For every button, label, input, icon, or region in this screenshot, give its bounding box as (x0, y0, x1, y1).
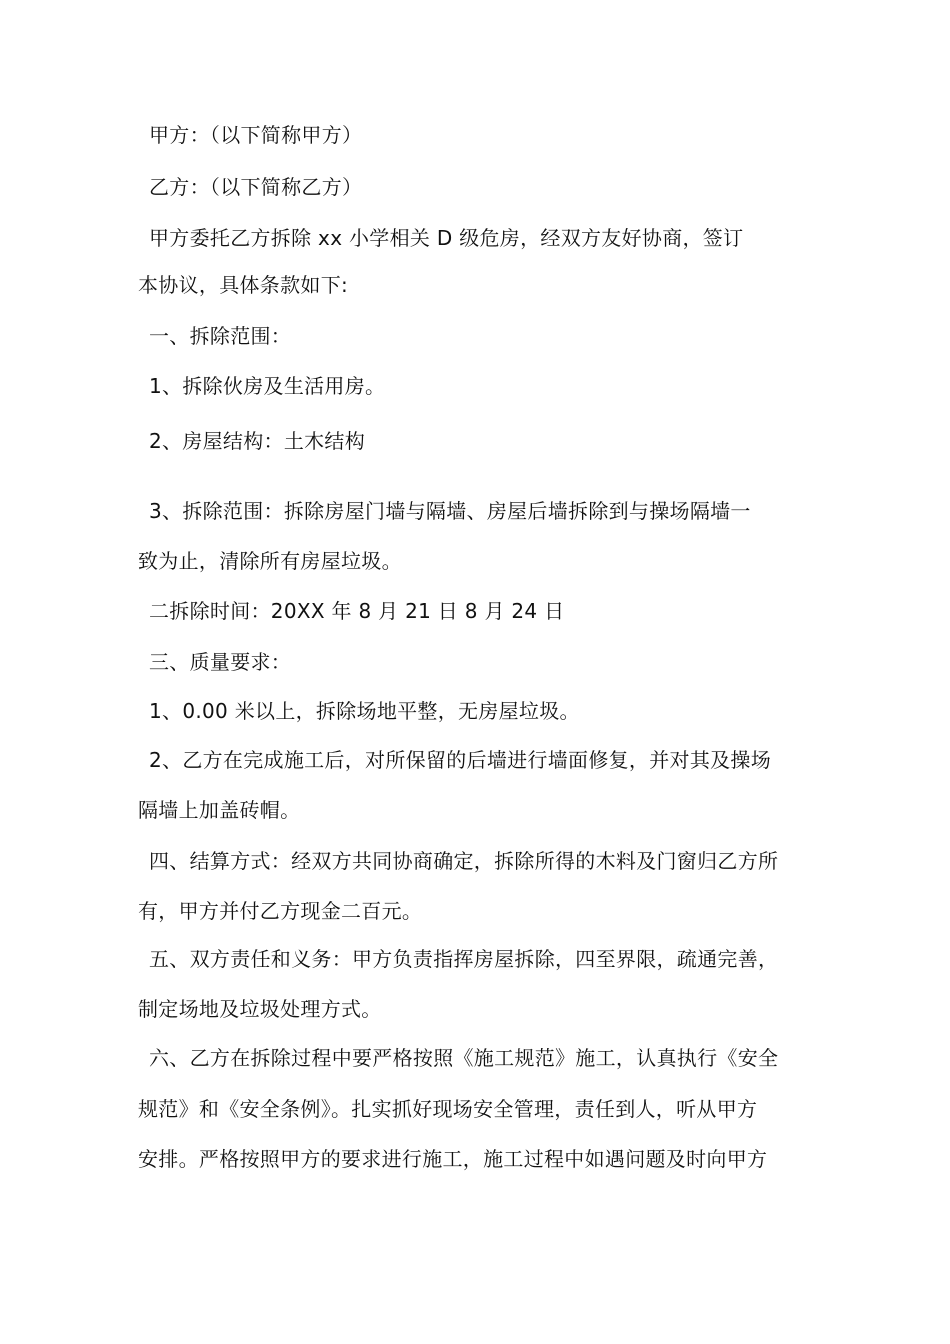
party-a-line: 甲方：（以下简称甲方） (149, 123, 363, 147)
scope-item-3-line-1: 3、拆除范围：拆除房屋门墙与隔墙、房屋后墙拆除到与操场隔墙一 (149, 499, 751, 523)
safety-line-3: 安排。严格按照甲方的要求进行施工，施工过程中如遇问题及时向甲方 (138, 1147, 768, 1171)
intro-line-1: 甲方委托乙方拆除 xx 小学相关 D 级危房，经双方友好协商，签订 (149, 226, 744, 250)
duties-line-1: 五、双方责任和义务：甲方负责指挥房屋拆除，四至界限，疏通完善， (149, 947, 779, 971)
settlement-line-2: 有，甲方并付乙方现金二百元。 (138, 899, 423, 923)
duties-line-2: 制定场地及垃圾处理方式。 (138, 997, 382, 1021)
safety-line-1: 六、乙方在拆除过程中要严格按照《施工规范》施工，认真执行《安全 (149, 1046, 779, 1070)
party-b-line: 乙方：（以下简称乙方） (149, 175, 363, 199)
scope-item-3-line-2: 致为止，清除所有房屋垃圾。 (138, 549, 402, 573)
section-heading-scope: 一、拆除范围： (149, 324, 292, 348)
scope-item-2: 2、房屋结构：土木结构 (149, 429, 366, 453)
section-heading-time: 二拆除时间：20XX 年 8 月 21 日 8 月 24 日 (149, 599, 565, 623)
section-heading-quality: 三、质量要求： (149, 650, 292, 674)
safety-line-2: 规范》和《安全条例》。扎实抓好现场安全管理，责任到人，听从甲方 (138, 1097, 758, 1121)
quality-item-1: 1、0.00 米以上，拆除场地平整，无房屋垃圾。 (149, 699, 580, 723)
settlement-line-1: 四、结算方式：经双方共同协商确定，拆除所得的木料及门窗归乙方所 (149, 849, 779, 873)
quality-item-2-line-1: 2、乙方在完成施工后，对所保留的后墙进行墙面修复，并对其及操场 (149, 748, 772, 772)
intro-line-2: 本协议，具体条款如下: (138, 273, 349, 297)
quality-item-2-line-2: 隔墙上加盖砖帽。 (138, 798, 301, 822)
scope-item-1: 1、拆除伙房及生活用房。 (149, 374, 386, 398)
